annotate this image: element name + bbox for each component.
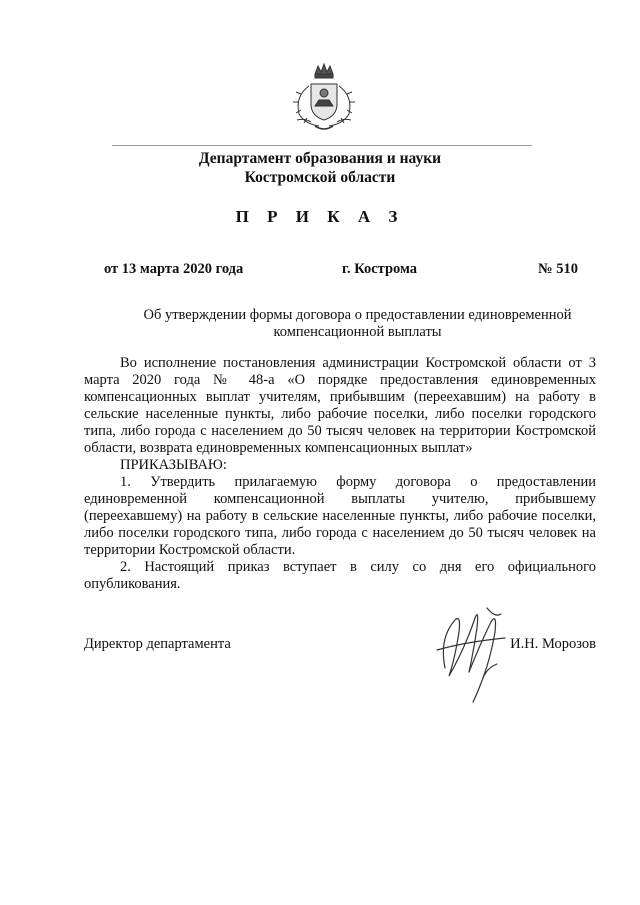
department-line-1: Департамент образования и науки xyxy=(198,150,442,167)
header-divider xyxy=(112,145,532,146)
order-number: № 510 xyxy=(538,261,578,277)
signatory-position: Директор департамента xyxy=(84,636,231,652)
subject-line-1: Об утверждении формы договора о предоставлении единовременной xyxy=(143,307,572,323)
order-item-2: 2. Настоящий приказ вступает в силу со дня его официального опубликования. xyxy=(84,559,596,592)
department-line-2: Костромской области xyxy=(244,169,396,186)
order-subject xyxy=(105,307,610,341)
department-header xyxy=(0,149,640,187)
order-item-1: 1. Утвердить прилагаемую форму договора о предоставлении единовременной компенсационной выплаты учителю, прибывшему (переехавшему) на работу в сельские населенные пункты, либо рабочие поселки, либо поселки городского типа, либо города с населением до 50 тысяч человек на территории Костромской области. xyxy=(84,474,596,558)
order-city: г. Кострома xyxy=(342,261,418,277)
subject-line-2: компенсационной выплаты xyxy=(273,324,442,340)
order-word: ПРИКАЗЫВАЮ: xyxy=(120,457,227,473)
kostroma-coat-of-arms-icon xyxy=(285,60,363,138)
preamble-paragraph: Во исполнение постановления администрации Костромской области от 3 марта 2020 года № 48-а «О порядке предоставления единовременных компенсационных выплат учителям, прибывшим (переехавшим) на работу в сельские населенные пункты, либо рабочие поселки, либо поселки городского типа, либо города с населением до 50 тысяч человек на территории Костромской области, возврата единовременных компенсационных выплат» xyxy=(84,355,596,456)
signatory-name: И.Н. Морозов xyxy=(510,636,596,652)
document-title: П Р И К А З xyxy=(235,207,405,226)
order-body xyxy=(84,355,596,593)
order-date: от 13 марта 2020 года xyxy=(104,261,244,277)
handwritten-signature-icon xyxy=(425,598,515,708)
